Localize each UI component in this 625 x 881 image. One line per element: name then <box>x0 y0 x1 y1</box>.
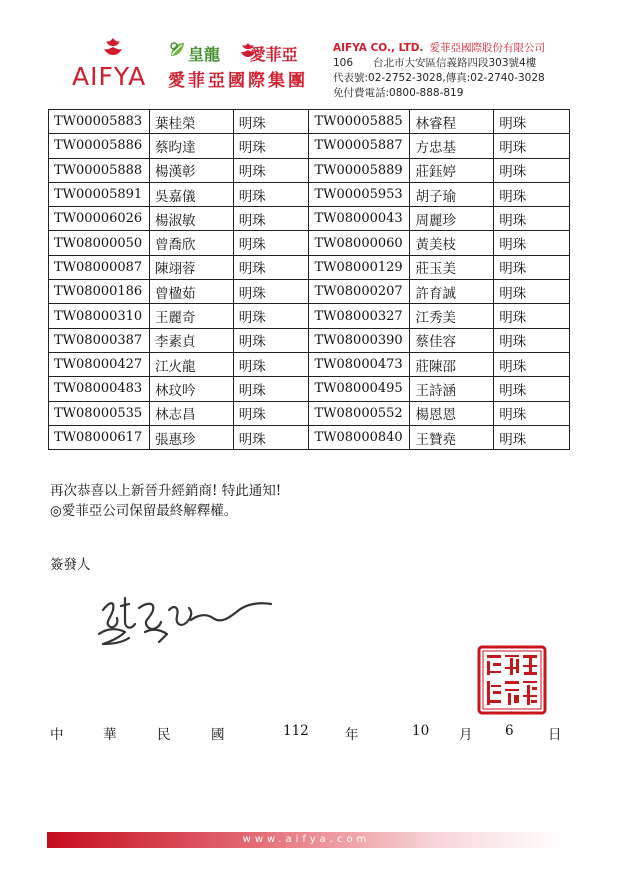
table-row <box>49 304 570 328</box>
member-name: 王贊堯 <box>410 425 494 449</box>
member-name: 江火龍 <box>149 352 233 376</box>
member-id: TW08000060 <box>309 231 410 255</box>
table-row <box>49 328 570 352</box>
member-id: TW08000207 <box>309 280 410 304</box>
member-name: 曾楹茹 <box>149 280 233 304</box>
member-name: 曾喬欣 <box>149 231 233 255</box>
member-rank: 明珠 <box>494 401 570 425</box>
member-rank: 明珠 <box>233 377 309 401</box>
table-row <box>49 352 570 376</box>
member-name: 林志昌 <box>149 401 233 425</box>
issue-date <box>50 723 560 743</box>
member-name: 莊玉美 <box>410 255 494 279</box>
member-rank: 明珠 <box>494 425 570 449</box>
member-rank: 明珠 <box>494 231 570 255</box>
table-row <box>49 425 570 449</box>
table-row <box>49 182 570 206</box>
member-rank: 明珠 <box>494 158 570 182</box>
brand-aifeiya: 愛菲亞 <box>249 45 298 64</box>
date-day: 6 <box>505 723 514 739</box>
member-id: TW08000483 <box>49 377 150 401</box>
company-seal-stamp <box>477 645 547 715</box>
member-name: 楊漢彰 <box>149 158 233 182</box>
table-row <box>49 280 570 304</box>
member-name: 周麗珍 <box>410 207 494 231</box>
letterhead <box>0 0 625 100</box>
member-rank: 明珠 <box>494 207 570 231</box>
member-id: TW00005886 <box>49 134 150 158</box>
company-name-zh: 愛菲亞國際股份有限公司 <box>429 42 545 54</box>
date-year: 112 <box>283 723 309 739</box>
member-name: 方忠基 <box>410 134 494 158</box>
promotion-table <box>48 109 570 450</box>
member-rank: 明珠 <box>233 231 309 255</box>
member-id: TW00005891 <box>49 182 150 206</box>
handwritten-signature <box>95 588 275 650</box>
brand-names <box>168 42 298 65</box>
member-name: 胡子瑜 <box>410 182 494 206</box>
member-rank: 明珠 <box>233 425 309 449</box>
brand-huanglong: 皇龍 <box>188 45 221 64</box>
address-line <box>333 56 545 71</box>
member-name: 張惠珍 <box>149 425 233 449</box>
footer-bar <box>47 832 566 848</box>
member-rank: 明珠 <box>233 328 309 352</box>
date-month-unit: 月 <box>459 727 473 743</box>
table-row <box>49 158 570 182</box>
aifya-logo-word: AIFYA <box>72 62 147 91</box>
address: 台北市大安區信義路四段303號4樓 <box>373 57 537 69</box>
member-id: TW08000390 <box>309 328 410 352</box>
member-id: TW08000427 <box>49 352 150 376</box>
member-rank: 明珠 <box>494 255 570 279</box>
member-id: TW08000327 <box>309 304 410 328</box>
member-name: 蔡昀達 <box>149 134 233 158</box>
member-rank: 明珠 <box>233 280 309 304</box>
member-name: 黃美枝 <box>410 231 494 255</box>
member-name: 莊鈺婷 <box>410 158 494 182</box>
member-rank: 明珠 <box>233 134 309 158</box>
company-name-line <box>333 41 545 56</box>
member-id: TW00005889 <box>309 158 410 182</box>
member-name: 江秀美 <box>410 304 494 328</box>
postcode: 106 <box>333 57 354 69</box>
member-name: 葉桂榮 <box>149 110 233 134</box>
member-rank: 明珠 <box>494 134 570 158</box>
member-rank: 明珠 <box>494 328 570 352</box>
table-row <box>49 401 570 425</box>
footer-url[interactable]: www.aifya.com <box>242 834 371 845</box>
member-id: TW00006026 <box>49 207 150 231</box>
table-row <box>49 377 570 401</box>
member-id: TW08000535 <box>49 401 150 425</box>
member-name: 莊陳邵 <box>410 352 494 376</box>
member-name: 林玟吟 <box>149 377 233 401</box>
tollfree-line: 免付費電話:0800-888-819 <box>333 87 464 99</box>
table-row <box>49 231 570 255</box>
table-row <box>49 255 570 279</box>
member-rank: 明珠 <box>494 377 570 401</box>
notice <box>50 481 281 521</box>
member-name: 王詩涵 <box>410 377 494 401</box>
date-guo: 國 <box>211 727 225 743</box>
member-rank: 明珠 <box>494 110 570 134</box>
member-rank: 明珠 <box>494 304 570 328</box>
member-rank: 明珠 <box>233 182 309 206</box>
member-id: TW08000310 <box>49 304 150 328</box>
member-rank: 明珠 <box>233 304 309 328</box>
member-rank: 明珠 <box>233 207 309 231</box>
member-name: 蔡佳容 <box>410 328 494 352</box>
date-min: 民 <box>157 727 171 743</box>
member-id: TW08000473 <box>309 352 410 376</box>
member-name: 王麗奇 <box>149 304 233 328</box>
member-rank: 明珠 <box>494 280 570 304</box>
member-id: TW00005883 <box>49 110 150 134</box>
table-row <box>49 134 570 158</box>
member-id: TW08000387 <box>49 328 150 352</box>
member-id: TW08000495 <box>309 377 410 401</box>
member-rank: 明珠 <box>233 158 309 182</box>
signer-label: 簽發人 <box>50 557 91 573</box>
phone-line: 代表號:02-2752-3028,傳真:02-2740-3028 <box>333 72 545 84</box>
member-name: 楊恩恩 <box>410 401 494 425</box>
group-name: 愛菲亞國際集團 <box>168 71 308 91</box>
member-rank: 明珠 <box>233 110 309 134</box>
member-id: TW08000840 <box>309 425 410 449</box>
member-rank: 明珠 <box>494 182 570 206</box>
member-id: TW08000050 <box>49 231 150 255</box>
member-id: TW08000617 <box>49 425 150 449</box>
date-day-unit: 日 <box>548 727 562 743</box>
company-name-en: AIFYA CO., LTD. <box>333 42 424 54</box>
member-id: TW08000087 <box>49 255 150 279</box>
member-name: 林睿程 <box>410 110 494 134</box>
notice-line-1: 再次恭喜以上新晉升經銷商! 特此通知! <box>50 483 282 499</box>
date-zhong: 中 <box>50 727 64 743</box>
member-name: 許育誠 <box>410 280 494 304</box>
member-rank: 明珠 <box>233 255 309 279</box>
member-id: TW08000552 <box>309 401 410 425</box>
member-id: TW00005885 <box>309 110 410 134</box>
table-row <box>49 110 570 134</box>
member-id: TW08000129 <box>309 255 410 279</box>
company-info <box>333 41 545 101</box>
member-name: 吳嘉儀 <box>149 182 233 206</box>
date-month: 10 <box>412 723 430 739</box>
member-id: TW00005887 <box>309 134 410 158</box>
member-id: TW08000186 <box>49 280 150 304</box>
notice-line-2: ◎愛菲亞公司保留最終解釋權。 <box>50 503 238 519</box>
date-year-unit: 年 <box>345 727 359 743</box>
member-id: TW00005953 <box>309 182 410 206</box>
member-name: 陳翊蓉 <box>149 255 233 279</box>
member-rank: 明珠 <box>233 401 309 425</box>
member-id: TW08000043 <box>309 207 410 231</box>
table-row <box>49 207 570 231</box>
aifya-flower-icon <box>100 36 126 60</box>
date-hua: 華 <box>103 727 117 743</box>
member-name: 楊淑敏 <box>149 207 233 231</box>
member-rank: 明珠 <box>233 352 309 376</box>
member-name: 李素貞 <box>149 328 233 352</box>
member-id: TW00005888 <box>49 158 150 182</box>
member-rank: 明珠 <box>494 352 570 376</box>
promotion-table-body <box>49 110 570 450</box>
